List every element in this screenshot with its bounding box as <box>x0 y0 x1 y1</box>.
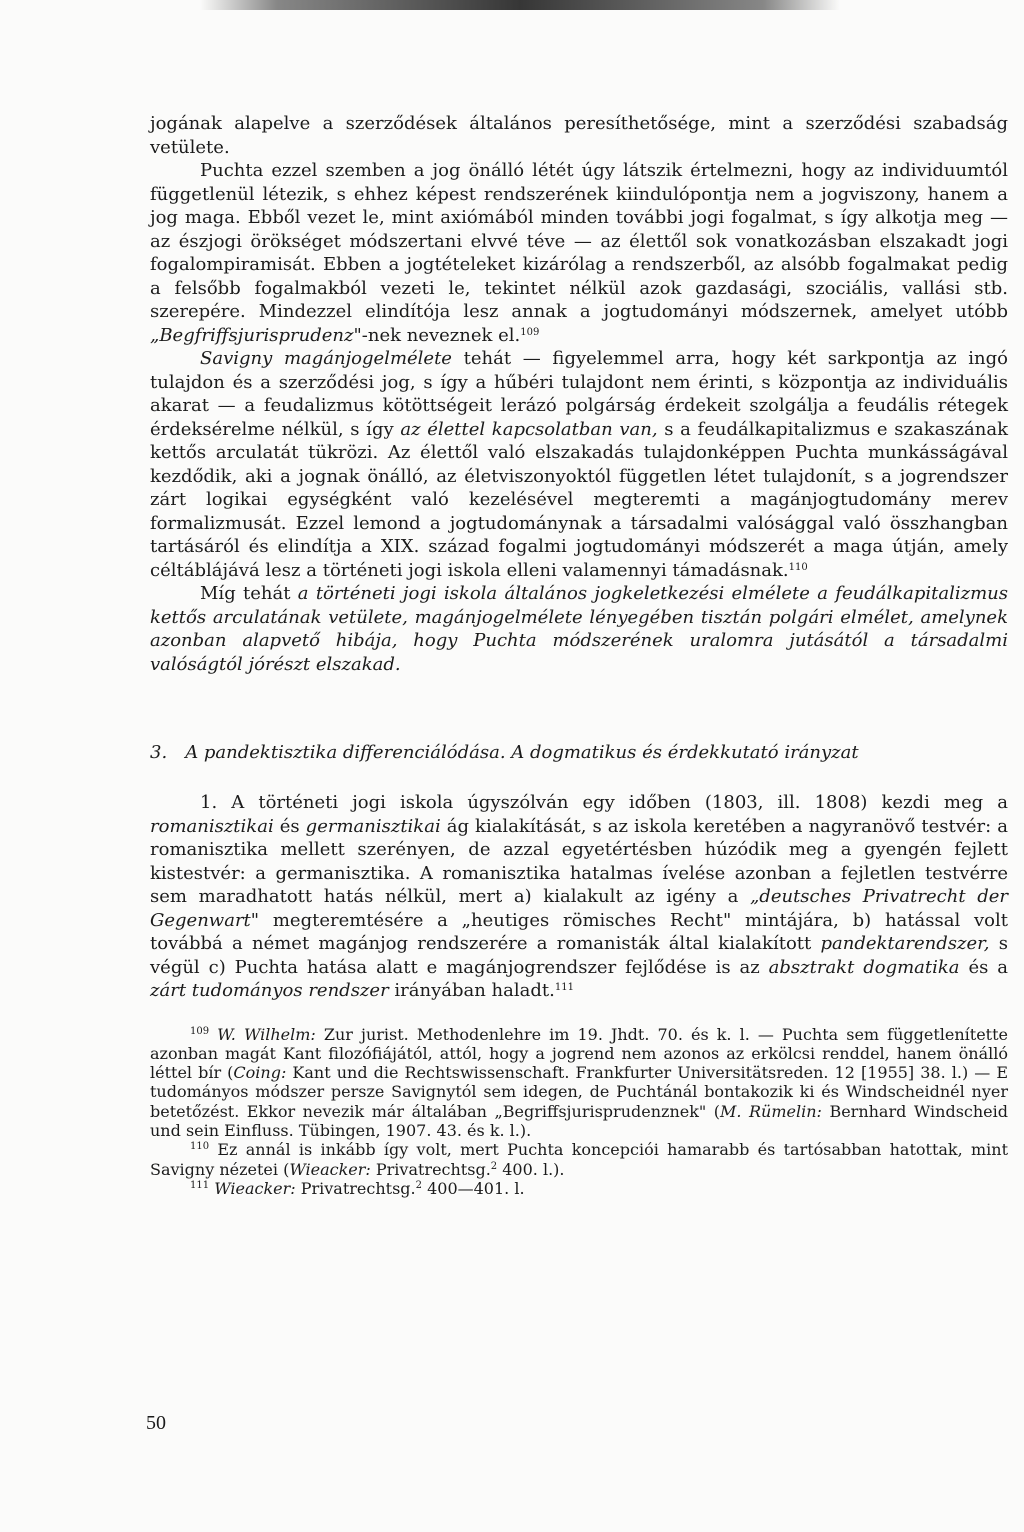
paragraph-3-em-2: az élettel kapcsolatban van, <box>400 418 658 440</box>
paragraph-3 <box>150 347 1008 582</box>
paragraph-5-e: s végül c) Puchta hatása alatt e magánjogrendszer fejlődése is az <box>150 933 1008 978</box>
paragraph-5-g: irányában haladt. <box>388 980 555 1001</box>
footnote-author: Wieacker: <box>214 1178 296 1198</box>
footnote-number: 109 <box>190 1025 210 1037</box>
paragraph-5-d: megteremtésére a „heutiges römisches Recht" mintájára, b) hatással volt továbbá a német magánjog rendszerére a romanisták által kialakított <box>150 909 1008 954</box>
page-content <box>150 112 1008 1198</box>
footnote-text: Zur jurist. Methodenlehre im 19. Jhdt. 70. és k. l. — Puchta sem függetlenítette azonban magát Kant filozófiájától, attól, hogy a jogrend nem azonos az erkölcsi renddel, hanem önálló léttel bír ( <box>150 1024 1009 1083</box>
footnote-text: Bernhard Windscheid und sein Einfluss. Tübingen, 1907. 43. és k. l.). <box>150 1101 1009 1140</box>
main-text <box>150 112 1008 676</box>
paragraph-2-tail: -nek neveznek el. <box>361 324 521 346</box>
paragraph-5 <box>150 791 1008 1003</box>
footnote-text: 400—401. l. <box>422 1178 525 1198</box>
footnote-text: Privatrechtsg. <box>295 1178 416 1198</box>
paragraph-5-a: 1. A történeti jogi iskola úgyszólván egy időben (1803, ill. 1808) kezdi meg a <box>200 792 1008 813</box>
footnote-109 <box>150 1025 1008 1141</box>
paragraph-5-em-4: pandektarendszer, <box>820 933 990 954</box>
paragraph-1 <box>150 112 1008 159</box>
footnote-text: Ez annál is inkább így volt, mert Puchta koncepciói hamarabb és tartósabban hatottak, mint Savigny nézetei ( <box>150 1140 1008 1179</box>
paragraph-3-text-b: s a feudálkapitalizmus e szakaszának kettős arculatát tükrözi. Az élettől való elszakadás tulajdonképpen Puchta munkásságával kezdődik, aki a jognak önálló, az életviszonyoktól független létet tulajdonít, s a jogrendszer zárt logikai egységként való kezelésével megteremti a magánjogtudomány merev formalizmusát. Ezzel lemond a jogtudománynak a társadalmi valósággal való összhangban tartásáról és elindítja a XIX. század fogalmi jogtudományi módszerét a maga útján, amely céltáblájává lesz a történeti jogi iskola elleni valamennyi támadásnak. <box>150 418 1009 581</box>
footnotes <box>150 1025 1008 1199</box>
paragraph-5-em-3: „deutsches Privatrecht der Gegenwart" <box>150 886 1008 931</box>
footnote-author: W. Wilhelm: <box>217 1024 316 1044</box>
section-heading <box>150 741 1008 765</box>
footnote-author: M. Rümelin: <box>720 1101 822 1121</box>
edition-superscript: 2 <box>490 1160 498 1172</box>
section-number: 3. <box>150 742 168 763</box>
footnote-ref-110[interactable]: 110 <box>788 561 808 573</box>
paragraph-4 <box>150 582 1008 676</box>
paragraph-5-f: és a <box>959 956 1009 978</box>
paragraph-5-em-1: romanisztikai <box>150 815 274 837</box>
paragraph-4-text: Míg tehát <box>200 583 298 604</box>
paragraph-5-em-6: zárt tudományos rendszer <box>150 980 389 1001</box>
footnote-number: 110 <box>190 1141 210 1153</box>
paragraph-5-c: ág kialakítását, s az iskola keretében a nagyranövő testvér: a romanisztika mellett szerényen, de azzal egyetértésben húzódik meg a gyengén fejlett kistestvér: a germanisztika. A romanisztika hatalmas ívelése azonban a fejletlen testvérre sem maradhatott hatás nélkül, mert a) kialakult az igény a <box>150 815 1008 907</box>
paragraph-2-term: „Begfriffsjurisprudenz" <box>150 324 362 346</box>
section-title: A pandektisztika differenciálódása. A dogmatikus és érdekkutató irányzat <box>185 742 859 763</box>
page-number: 50 <box>146 1412 166 1434</box>
paragraph-5-b: és <box>273 815 306 837</box>
edition-superscript: 2 <box>415 1179 422 1191</box>
footnote-text: Privatrechtsg. <box>370 1159 491 1179</box>
footnote-author: Wieacker: <box>289 1159 371 1179</box>
paragraph-4-em: a történeti jogi iskola általános jogkeletkezési elmélete a feudálkapitalizmus kettős arculatának vetülete, magánjogelmélete lényegében tisztán polgári elmélet, amelynek azonban alapvető hibája, hogy Puchta módszerének uralomra jutásától a társadalmi valóságtól jórészt elszakad. <box>150 583 1008 675</box>
footnote-110 <box>150 1140 1008 1179</box>
footnote-number: 111 <box>190 1179 210 1191</box>
paragraph-5-em-5: absztrakt dogmatika <box>768 956 960 978</box>
footnote-text: Kant und die Rechtswissenschaft. Frankfurter Universitätsreden. 12 [1955] 38. l.) — E tudományos módszer persze Savignytól sem idegen, de Puchtánál bontakozik ki és Windscheidnél nyer betetőzést. Ekkor nevezik már általában „Begriffsjurisprudenznek" ( <box>150 1063 1009 1121</box>
paragraph-1-text: jogának alapelve a szerződések általános peresíthetősége, mint a szerződési szabadság vetülete. <box>150 113 1008 158</box>
paragraph-3-text-a: tehát — figyelemmel arra, hogy két sarkpontja az ingó tulajdon és a szerződési jog, s így a hűbéri tulajdont nem érinti, s központja az individuális akarat — a feudalizmus kötöttségeit lerázó polgárság érdekeit szolgálja a feudális rétegek érdeksérelme nélkül, s így <box>150 348 1008 440</box>
footnote-ref-109[interactable]: 109 <box>520 326 540 338</box>
paragraph-5-em-2: germanisztikai <box>305 815 441 837</box>
paragraph-2-text: Puchta ezzel szemben a jog önálló létét úgy látszik értelmezni, hogy az individuumtól függetlenül létezik, s ehhez képest rendszerének kiindulópontja nem a jogviszony, hanem a jog maga. Ebből vezet le, mint axiómából minden további jogi fogalmat, s így alkotja meg — az észjogi örökséget módszertani elvvé téve — az élettől sok vonatkozásban elszakadt jogi fogalompiramisát. Ebben a jogtételeket kizárólag a rendszerből, az alsóbb fogalmakat pedig a felsőbb fogalmakból vezeti le, tekintet nélkül azok gazdasági, szociális, vallási stb. szerepére. Mindezzel elindítója lesz annak a jogtudományi módszernek, amelyet utóbb <box>150 160 1008 322</box>
footnote-text: 400. l.). <box>497 1159 565 1179</box>
footnote-author: Coing: <box>233 1063 287 1083</box>
footnote-ref-111[interactable]: 111 <box>554 982 574 993</box>
paragraph-2 <box>150 159 1008 347</box>
scan-top-band <box>200 0 840 10</box>
paragraph-3-em-1: Savigny magánjogelmélete <box>200 348 452 369</box>
section-text <box>150 791 1008 1003</box>
footnote-111 <box>150 1179 1008 1198</box>
